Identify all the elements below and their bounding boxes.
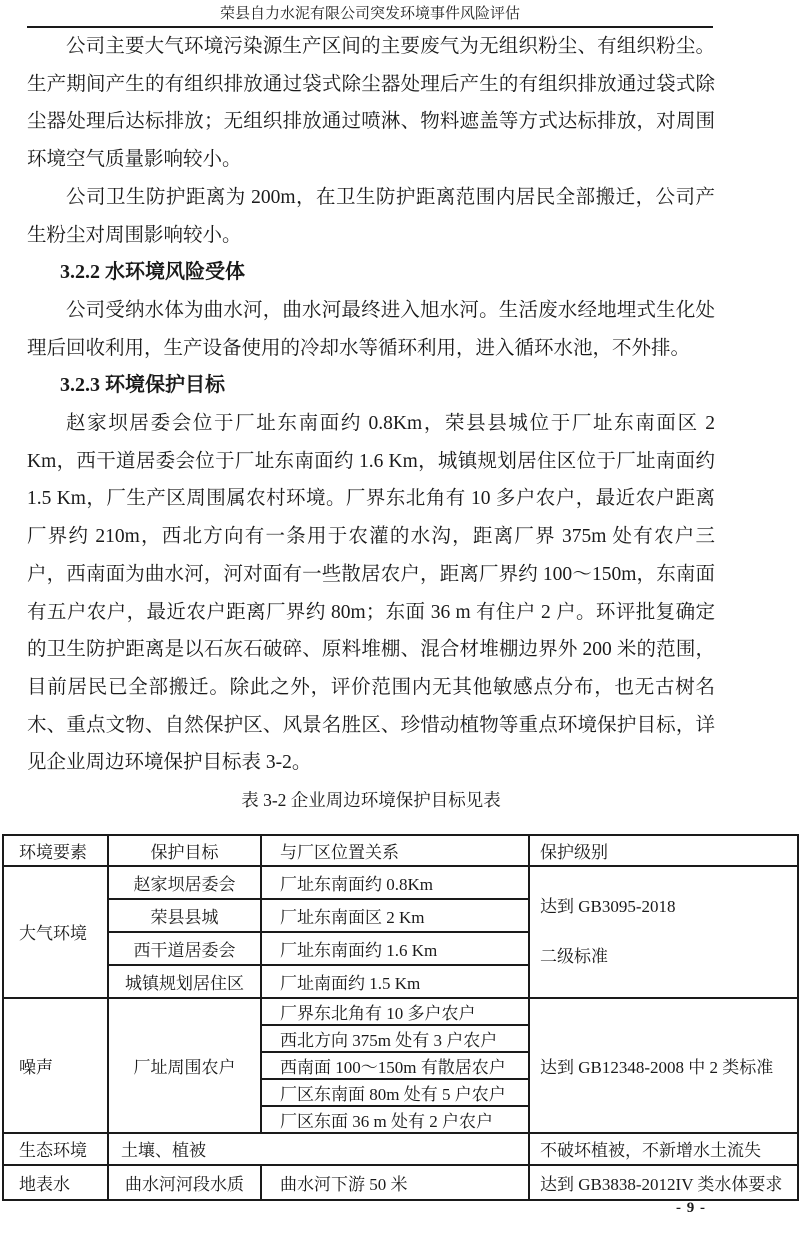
cell-noise-relation-2: 西北方向 375m 处有 3 户农户 <box>261 1025 529 1052</box>
header-cell-element: 环境要素 <box>3 835 108 866</box>
cell-air-target-3: 西干道居委会 <box>108 932 261 965</box>
header-cell-level: 保护级别 <box>529 835 798 866</box>
section-heading-3-2-2: 3.2.2 水环境风险受体 <box>60 261 245 284</box>
paragraph-water-body: 公司受纳水体为曲水河，曲水河最终进入旭水河。生活废水经地埋式生化处理后回收利用，生产设备使用的冷却水等循环利用，进入循环水池，不外排。 <box>27 299 715 359</box>
cell-air-element: 大气环境 <box>3 866 108 998</box>
table-row <box>3 998 798 1025</box>
table-row <box>3 1133 798 1165</box>
cell-noise-target: 厂址周围农户 <box>108 998 261 1133</box>
cell-air-relation-3: 厂址东南面约 1.6 Km <box>261 932 529 965</box>
cell-air-relation-2: 厂址东南面区 2 Km <box>261 899 529 932</box>
cell-air-target-1: 赵家坝居委会 <box>108 866 261 899</box>
cell-air-relation-1: 厂址东南面约 0.8Km <box>261 866 529 899</box>
paragraph-protection-targets: 赵家坝居委会位于厂址东南面约 0.8Km，荣县县城位于厂址东南面区 2 Km，西干道居委会位于厂址东南面约 1.6 Km，城镇规划居住区位于厂址南面约 1.5 Km，厂生产区周围属农村环境。厂界东北角有 10 多户农户，最近农户距离厂界约 210m，西北方向有一条用于农灌的水沟，距离厂界 375m 处有农户三户，西南面为曲水河，河对面有一些散居农户，距离厂界约 100～150m，东南面有五户农户，最近农户距离厂界约 80m；东面 36 m 有住户 2 户。环评批复确定的卫生防护距离是以石灰石破碎、原料堆棚、混合材堆棚边界外 200 米的范围，目前居民已全部搬迁。除此之外，评价范围内无其他敏感点分布，也无古树名木、重点文物、自然保护区、风景名胜区、珍惜动植物等重点环境保护目标，详见企业周边环境保护目标表 3-2。 <box>27 413 715 774</box>
cell-noise-relation-4: 厂区东南面 80m 处有 5 户农户 <box>261 1079 529 1106</box>
section-heading-3-2-3: 3.2.3 环境保护目标 <box>60 374 225 397</box>
cell-noise-relation-5: 厂区东面 36 m 处有 2 户农户 <box>261 1106 529 1133</box>
cell-air-level <box>529 866 798 998</box>
paragraph-sanitary-distance: 公司卫生防护距离为 200m，在卫生防护距离范围内居民全部搬迁，公司产生粉尘对周围影响较小。 <box>27 186 715 246</box>
cell-water-relation: 曲水河下游 50 米 <box>261 1165 529 1200</box>
cell-water-target: 曲水河河段水质 <box>108 1165 261 1200</box>
page-number: - 9 - <box>676 1200 706 1216</box>
cell-noise-relation-1: 厂界东北角有 10 多户农户 <box>261 998 529 1025</box>
cell-noise-level: 达到 GB12348-2008 中 2 类标准 <box>529 998 798 1133</box>
paragraph-air-summary: 公司主要大气环境污染源生产区间的主要废气为无组织粉尘、有组织粉尘。生产期间产生的有组织排放通过袋式除尘器处理后产生的有组织排放通过袋式除尘器处理后达标排放；无组织排放通过喷淋、物料遮盖等方式达标排放，对周围环境空气质量影响较小。 <box>27 36 715 171</box>
table-caption: 表 3-2 企业周边环境保护目标见表 <box>241 790 501 811</box>
air-level-line-2: 二级标准 <box>540 946 608 966</box>
header-cell-target: 保护目标 <box>108 835 261 866</box>
cell-noise-element: 噪声 <box>3 998 108 1133</box>
cell-air-target-2: 荣县县城 <box>108 899 261 932</box>
cell-noise-relation-3: 西南面 100～150m 有散居农户 <box>261 1052 529 1079</box>
cell-air-relation-4: 厂址南面约 1.5 Km <box>261 965 529 998</box>
table-row <box>3 866 798 899</box>
cell-air-target-4: 城镇规划居住区 <box>108 965 261 998</box>
cell-water-level: 达到 GB3838-2012IV 类水体要求 <box>529 1165 798 1200</box>
cell-water-element: 地表水 <box>3 1165 108 1200</box>
environment-protection-table <box>2 834 799 1201</box>
cell-eco-level: 不破坏植被，不新增水土流失 <box>529 1133 798 1165</box>
document-header-title: 荣县自力水泥有限公司突发环境事件风险评估 <box>27 5 713 28</box>
table-header-row <box>3 835 798 866</box>
cell-eco-element: 生态环境 <box>3 1133 108 1165</box>
air-level-line-1: 达到 GB3095-2018 <box>540 896 676 916</box>
document-body <box>27 28 715 782</box>
header-cell-relation: 与厂区位置关系 <box>261 835 529 866</box>
cell-eco-target: 土壤、植被 <box>108 1133 529 1165</box>
table-row <box>3 1165 798 1200</box>
